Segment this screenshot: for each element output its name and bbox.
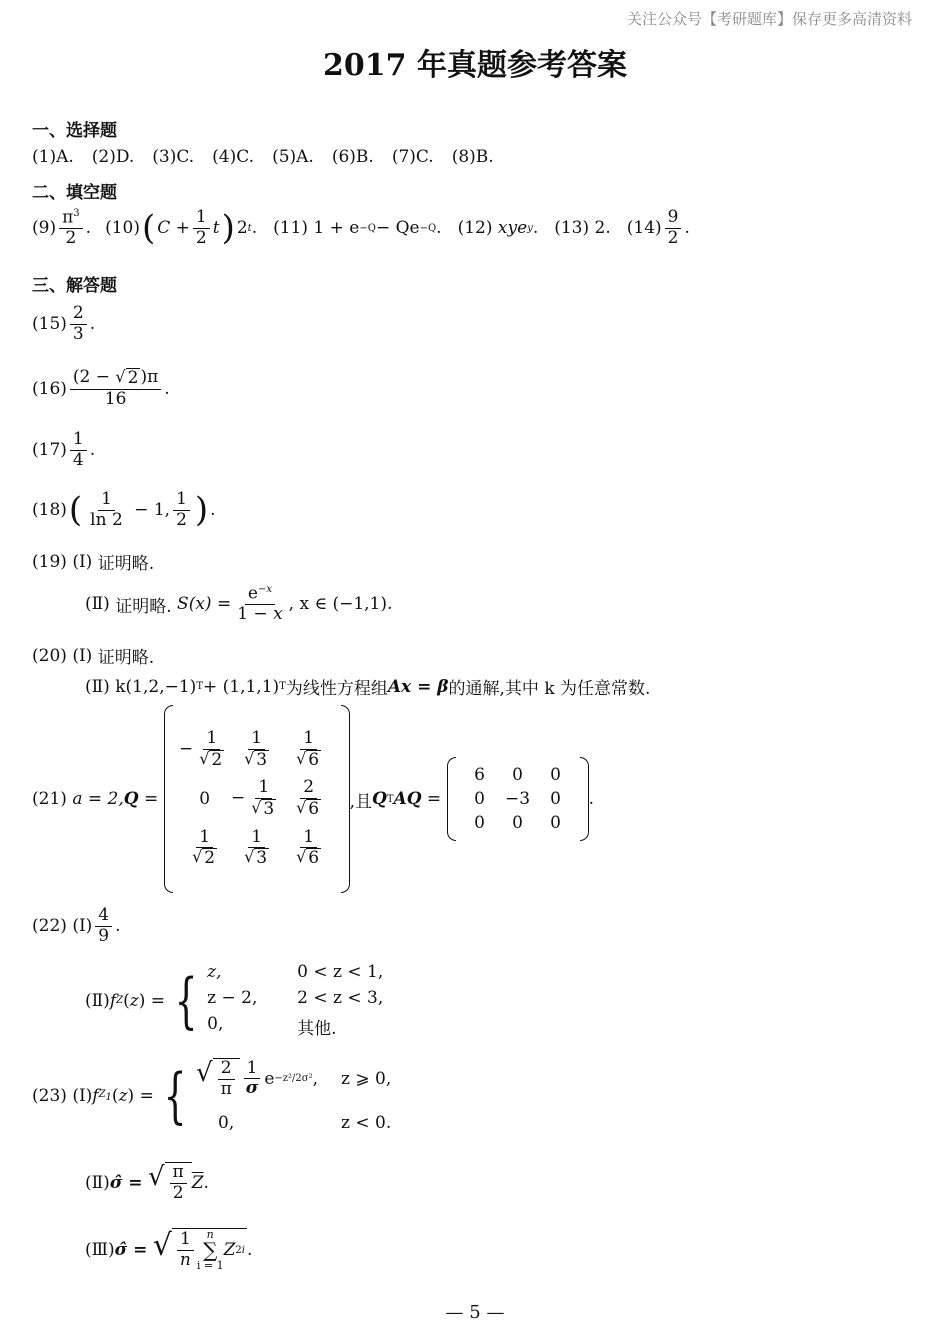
q21-label: (21): [32, 789, 67, 809]
q23-part2: (Ⅱ) σ̂ = √ $\frac{\pi}{2}$ $\overline{Z}$ .: [85, 1162, 209, 1203]
part-label: (Ⅰ): [72, 916, 93, 937]
q21-aq: AQ: [393, 789, 422, 809]
watermark: 关注公众号【考研题库】保存更多高清资料: [626, 10, 912, 28]
part-label: (Ⅱ): [85, 1172, 110, 1193]
q23-val: 0,: [218, 1113, 235, 1134]
q22-f: f: [109, 990, 117, 1011]
choice-answer: (1)A.: [32, 147, 74, 167]
q19-part1: [32, 549, 154, 574]
q20-part1: [32, 643, 154, 668]
page-title: 2017 年真题参考答案: [323, 48, 627, 83]
section-fill-heading: 二、填空题: [32, 183, 117, 203]
q20-part2: (Ⅱ) k(1,2,−1) T + (1,1,1) T 为线性方程组 Ax = β 的通解,其中 k 为任意常数.: [85, 674, 650, 699]
q20-text: k(1,2,−1): [115, 676, 197, 697]
fill-answers: (9) $\frac{\pi^3}{2}$ . (10) ( C + $\frac{1}{2}$ t ) 2 t . (11) 1 + e −Q − Qe −Q . (12) xye y . (13) 2. (14) $\frac{9}{2}$ .: [32, 207, 690, 249]
q19-s: S(x) =: [177, 594, 232, 615]
matrix-diag: 6 0 0 0 −3 0 0 0 0: [447, 757, 589, 841]
q21-qt: Q: [372, 789, 387, 809]
q12-exp: y: [527, 222, 533, 234]
q20-label: (20): [32, 645, 67, 666]
q19-label: (19): [32, 551, 67, 572]
fraction: $\frac{1}{2}$: [193, 208, 210, 248]
q11-expr: 1 + e: [313, 218, 360, 239]
q23-cond: z < 0.: [341, 1113, 392, 1134]
q14-label: (14): [626, 218, 662, 239]
choice-answer: (5)A.: [272, 147, 314, 167]
choice-answers: [32, 147, 512, 167]
q11-exp: −Q: [419, 222, 437, 234]
sigma-hat: σ̂ =: [114, 1239, 148, 1260]
q23-label: (23): [32, 1085, 67, 1106]
q13-answer: (13) 2.: [554, 218, 611, 239]
q17-answer: (17) $\frac{1}{4}$ .: [32, 429, 96, 470]
choice-answer: (3)C.: [152, 147, 195, 167]
q20-eq: Ax = β: [387, 676, 449, 697]
q19-part2: (Ⅱ) 证明略. S(x) = $\frac{e^{-x}}{1 - x}$ , x ∈ (−1,1).: [85, 583, 393, 625]
choice-answer: (6)B.: [331, 147, 374, 167]
q20-text: + (1,1,1): [202, 676, 280, 697]
q15-label: (15): [32, 314, 67, 335]
part-label: (Ⅱ): [85, 676, 110, 697]
proof-text: 证明略.: [115, 596, 172, 617]
q22-part1: (22) (Ⅰ) $\frac{4}{9}$ .: [32, 905, 121, 946]
q22-part2: (Ⅱ) f Z ( z ) = { z, 0 < z < 1, z − 2, 2 < z < 3, 0, 其他.: [85, 962, 384, 1039]
q22-cases: z, 0 < z < 1, z − 2, 2 < z < 3, 0, 其他.: [207, 962, 384, 1039]
q12-expr: xye: [497, 218, 528, 239]
proof-text: 证明略.: [97, 554, 155, 574]
q21-answer: (21) a = 2, Q = − 1 √ 2 1 √ 3 1 √ 6 0 − 1 √ 3 2 √ 6 1 √ 2 1 √ 3 1 √ 6 ,且 Q T AQ = 6 0 0 0 −3 0 0 0 0 .: [32, 704, 594, 894]
q15-answer: (15) $\frac{2}{3}$ .: [32, 303, 96, 344]
section-choice-heading: 一、选择题: [32, 121, 117, 141]
q21-q: Q: [123, 789, 139, 809]
part-label: (Ⅰ): [72, 645, 93, 666]
part-label: (Ⅰ): [72, 1085, 93, 1106]
sigma-hat: σ̂ =: [109, 1172, 143, 1193]
fraction: $\frac{\pi^3}{2}$: [59, 208, 83, 249]
choice-answer: (4)C.: [212, 147, 255, 167]
fraction: $\frac{9}{2}$: [665, 208, 682, 248]
q9-label: (9): [32, 218, 57, 239]
q16-answer: (16) (2 − √ 2 )π 16 .: [32, 367, 170, 409]
q12-label: (12): [457, 218, 493, 239]
q23-part3: (Ⅲ) σ̂ = √ $\frac{1}{n}$ n ∑ i = 1 Z 2 i .: [85, 1228, 253, 1272]
q10-label: (10): [105, 218, 140, 239]
section-solve-heading: 三、解答题: [32, 276, 117, 296]
q16-label: (16): [32, 378, 67, 399]
q23-part1: (23) (Ⅰ) f $Z_1$ ( z ) = { √ $\frac{2}{\pi}$ $\frac{1}{\sigma}$ e −z²/2σ² , z ⩾ 0, 0, z < 0.: [32, 1057, 392, 1134]
choice-answer: (7)C.: [391, 147, 434, 167]
q18-label: (18): [32, 500, 67, 521]
q21-mid: ,且: [349, 791, 373, 812]
q11-exp: −Q: [359, 222, 376, 234]
choice-answer: (8)B.: [451, 147, 494, 167]
q20-text: 为线性方程组: [285, 679, 388, 699]
matrix-q: − 1 √ 2 1 √ 3 1 √ 6 0 − 1 √ 3 2 √ 6 1 √ 2 1 √ 3 1 √ 6: [164, 705, 350, 893]
part-label: (Ⅱ): [85, 594, 110, 615]
q19-domain: , x ∈ (−1,1).: [288, 594, 393, 615]
part-label: (Ⅰ): [72, 551, 93, 572]
q11-mid: − Qe: [375, 218, 420, 239]
q21-a: a = 2,: [72, 789, 124, 809]
proof-text: 证明略.: [97, 648, 155, 668]
part-label: (Ⅲ): [85, 1239, 115, 1260]
q17-label: (17): [32, 440, 67, 461]
choice-answer: (2)D.: [91, 147, 135, 167]
page-number: — 5 —: [445, 1302, 505, 1323]
q23-cases: √ $\frac{2}{\pi}$ $\frac{1}{\sigma}$ e −z²/2σ² , z ⩾ 0, 0, z < 0.: [196, 1057, 392, 1134]
part-label: (Ⅱ): [85, 990, 110, 1011]
q11-label: (11): [273, 218, 309, 239]
q20-text: 的通解,其中 k 为任意常数.: [448, 679, 651, 699]
q23-cond: z ⩾ 0,: [341, 1068, 392, 1089]
q22-label: (22): [32, 916, 67, 937]
q18-answer: (18) ( $\frac{1}{\ln 2}$ − 1, $\frac{1}{2}$ ) .: [32, 489, 216, 531]
